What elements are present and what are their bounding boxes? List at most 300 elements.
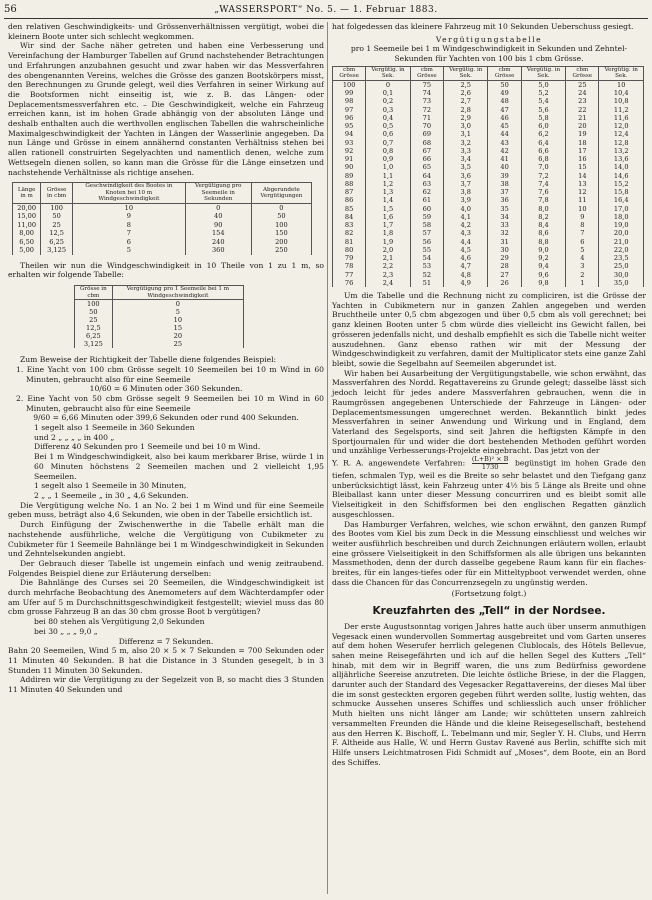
cell: 22,0	[599, 246, 644, 254]
cell: 2,9	[443, 114, 487, 122]
cell: 17,0	[599, 205, 644, 213]
table-row	[333, 139, 644, 147]
cell: 1,2	[366, 180, 410, 188]
col-header: Länge in m	[13, 183, 41, 204]
cell: 79	[333, 254, 366, 262]
cell: 10	[566, 205, 599, 213]
table-row	[333, 180, 644, 188]
cell: 70	[410, 122, 443, 130]
cell: 21	[566, 114, 599, 122]
col-header: cbm Grösse	[566, 66, 599, 80]
cell: 67	[410, 147, 443, 155]
cell: 3,3	[443, 147, 487, 155]
cell: 61	[410, 196, 443, 204]
cell: 6	[566, 238, 599, 246]
cell: 41	[488, 155, 521, 163]
cell: 11,2	[599, 106, 644, 114]
paragraph: Wir haben bei Ausarbeitung der Vergütigungstabelle, wie schon erwähnt, das Massverfahren des Nordd. Regattavereins zu Grunde gelegt; dasselbe lässt sich jedoch leicht für jedes andere Massverfahren gebrauchen, wenn die in Raumgrössen angegebenen Unterschiede der Fahrzeuge in Längen- oder Deplacementsmessungen umgerechnet werden. Bekanntlich binkt jedes Messverfahren in seiner Anwendung und Wirkung und in England, dem Vaterland des Segelsports, sind seit Jahren die heftigsten Kämpfe in den Sportjournalen für und wider die dort bestehenden Methoden geführt worden und unzählige Verbesserungs-Projekte eingebracht. Das jetzt von der	[332, 368, 646, 456]
cell: 50	[251, 212, 311, 221]
cell: 55	[410, 246, 443, 254]
cell: 90	[333, 163, 366, 171]
cell: 1,9	[366, 238, 410, 246]
cell: 14,0	[599, 163, 644, 171]
cell: 0,3	[366, 106, 410, 114]
cell: 18	[566, 139, 599, 147]
cell: 21,0	[599, 238, 644, 246]
cell: 37	[488, 188, 521, 196]
cell: 49	[488, 89, 521, 97]
cell: 74	[410, 89, 443, 97]
cell: 15,2	[599, 180, 644, 188]
cell: 40	[488, 163, 521, 171]
table-row	[333, 213, 644, 221]
cell: 8	[566, 221, 599, 229]
table-row	[13, 246, 312, 255]
cell: 10,4	[599, 89, 644, 97]
cell: 84	[333, 213, 366, 221]
paragraph: Bahn 20 Seemeilen, Wind 5 m, also 20 × 5 × 7 Sekunden = 700 Sekunden oder 11 Minuten 40 Sekunden. B hat die Distance in 3 Stunden gesegelt, b in 3 Stunden 11 Minuten 30 Sekunden.	[8, 646, 324, 675]
continuation-note: (Fortsetzung folgt.)	[451, 589, 527, 599]
cell: 99	[333, 89, 366, 97]
cell: 14	[566, 172, 599, 180]
cell: 5,2	[521, 89, 565, 97]
cell: 26	[488, 279, 521, 287]
cell: 4,2	[443, 221, 487, 229]
page-number: 56	[4, 4, 17, 15]
cell: 200	[251, 238, 311, 247]
cell: 8,6	[521, 229, 565, 237]
cell: 71	[410, 114, 443, 122]
example-text: 1. Eine Yacht von 100 cbm Grösse segelt 10 Seemeilen bei 10 m Wind in 60 Minuten, gebraucht also für eine Seemeile	[16, 364, 324, 384]
cell: 95	[333, 122, 366, 130]
cell: 30,0	[599, 271, 644, 279]
example-text: 1 segelt also 1 Seemeile in 30 Minuten,	[34, 481, 187, 491]
cell: 20	[566, 122, 599, 130]
cell: 96	[333, 114, 366, 122]
paragraph	[332, 456, 646, 520]
article-headline: Kreuzfahrten des „Tell“ in der Nordsee.	[372, 605, 606, 618]
allowance-table-body	[333, 80, 644, 287]
cell: 68	[410, 139, 443, 147]
cell: 0	[366, 80, 410, 89]
cell: 8,0	[521, 205, 565, 213]
cell: 20,00	[13, 203, 41, 212]
running-title: „WASSERSPORT“ No. 5. — 1. Februar 1883.	[214, 5, 438, 15]
cell: 10	[72, 203, 185, 212]
cell: 6,25	[75, 332, 113, 340]
example-formula: 10/60 = 6 Minuten oder 360 Sekunden.	[89, 384, 243, 394]
wind-table	[74, 285, 244, 348]
table-row	[13, 221, 312, 230]
cell: 20,0	[599, 229, 644, 237]
cell: 7,0	[521, 163, 565, 171]
table-row	[333, 97, 644, 105]
right-column	[332, 22, 646, 767]
cell: 4,8	[443, 271, 487, 279]
paragraph: den relativen Geschwindigkeits- und Grössenverhältnissen vergütigt, wobei die kleinern Boote unter sich schlecht wegkommen.	[8, 22, 324, 41]
cell: 85	[333, 205, 366, 213]
cell: 7,8	[521, 196, 565, 204]
cell: 31	[488, 238, 521, 246]
cell: 10	[112, 316, 243, 324]
example-text: bei 30 „ „ „ 9,0 „	[34, 626, 98, 636]
cell: 360	[185, 246, 251, 255]
paragraph: Durch Einfügung der Zwischenwerthe in die Tabelle erhält man die nachstehende ausführliche, welche die Vergütigung von Cubikmeter zu Cubikmeter für 1 Seemeile Bahnlänge bei 1 m Windgeschwindigkeit in Sekunden und Zehntelsekunden angiebt.	[8, 520, 324, 559]
cell: 5	[566, 246, 599, 254]
cell: 2,7	[443, 97, 487, 105]
cell: 3,1	[443, 130, 487, 138]
formula-denominator: 1730	[481, 463, 499, 472]
cell: 60	[410, 205, 443, 213]
table-header-row	[13, 183, 312, 204]
cell: 32	[488, 229, 521, 237]
cell: 5	[72, 246, 185, 255]
cell: 0,9	[366, 155, 410, 163]
cell: 4,4	[443, 238, 487, 246]
cell: 5,4	[521, 97, 565, 105]
table-row	[333, 188, 644, 196]
table-row	[333, 279, 644, 287]
table-row	[333, 254, 644, 262]
cell: 7,4	[521, 180, 565, 188]
cell: 20	[112, 332, 243, 340]
cell: 6,2	[521, 130, 565, 138]
cell: 7	[566, 229, 599, 237]
cell: 4	[566, 254, 599, 262]
cell: 80	[333, 246, 366, 254]
cell: 47	[488, 106, 521, 114]
cell: 58	[410, 221, 443, 229]
cell: 3,9	[443, 196, 487, 204]
cell: 16,4	[599, 196, 644, 204]
cell: 25	[112, 340, 243, 348]
cell: 9	[72, 212, 185, 221]
cell: 88	[333, 180, 366, 188]
example-formula: 9/60 = 6,66 Minuten oder 399,6 Sekunden oder rund 400 Sekunden.	[33, 413, 299, 423]
column-divider	[327, 22, 328, 894]
col-header: cbm Grösse	[333, 66, 366, 80]
cell: 81	[333, 238, 366, 246]
cell: 10,8	[599, 97, 644, 105]
cell: 51	[410, 279, 443, 287]
table-row	[333, 229, 644, 237]
formula-lead: Y. R. A. angewendete Verfahren:	[332, 458, 466, 468]
table-title: Vergütigungstabelle	[435, 34, 543, 44]
cell: 12,5	[75, 324, 113, 332]
cell: 100	[251, 221, 311, 230]
paragraph: Addiren wir die Vergütigung zu der Segelzeit von B, so macht dies 3 Stunden 11 Minuten 40 Sekunden und	[8, 675, 324, 695]
cell: 2,4	[366, 279, 410, 287]
cell: 29	[488, 254, 521, 262]
cell: 13	[566, 180, 599, 188]
cell: 50	[41, 212, 73, 221]
cell: 7,6	[521, 188, 565, 196]
cell: 0,8	[366, 147, 410, 155]
cell: 12	[566, 188, 599, 196]
cell: 90	[185, 221, 251, 230]
cell: 6	[72, 238, 185, 247]
table-row	[333, 80, 644, 89]
cell: 44	[488, 130, 521, 138]
cell: 35	[488, 205, 521, 213]
table-row	[333, 271, 644, 279]
cell: 23,5	[599, 254, 644, 262]
cell: 52	[410, 271, 443, 279]
cell: 75	[410, 80, 443, 89]
cell: 14,6	[599, 172, 644, 180]
cell: 6,25	[41, 238, 73, 247]
example-text: Differenz = 7 Sekunden.	[118, 636, 214, 646]
table-row	[333, 205, 644, 213]
cell: 38	[488, 180, 521, 188]
cell: 93	[333, 139, 366, 147]
cell: 12,5	[41, 229, 73, 238]
cell: 2,2	[366, 262, 410, 270]
cell: 4,1	[443, 213, 487, 221]
col-header: cbm Grösse	[410, 66, 443, 80]
cell: 46	[488, 114, 521, 122]
cell: 0,5	[366, 122, 410, 130]
cell: 3,0	[443, 122, 487, 130]
formula-numerator: (L+B)² × B	[471, 455, 509, 464]
cell: 4,3	[443, 229, 487, 237]
cell: 2,1	[366, 254, 410, 262]
cell: 13,6	[599, 155, 644, 163]
paragraph: Zum Beweise der Richtigkeit der Tabelle diene folgendes Beispiel:	[20, 355, 277, 365]
example-text: 2 „ „ 1 Seemeile „ in 30 „ 4,6 Sekunden.	[34, 491, 189, 500]
table-row	[13, 212, 312, 221]
cell: 25	[75, 316, 113, 324]
cell: 3,5	[443, 163, 487, 171]
cell: 1,4	[366, 196, 410, 204]
cell: 53	[410, 262, 443, 270]
cell: 27	[488, 271, 521, 279]
table-row	[13, 238, 312, 247]
page-header	[4, 3, 648, 17]
cell: 73	[410, 97, 443, 105]
col-header: Grösse in cbm	[41, 183, 73, 204]
cell: 5,0	[521, 80, 565, 89]
cell: 100	[75, 300, 113, 309]
cell: 64	[410, 172, 443, 180]
table-row	[75, 340, 244, 348]
cell: 94	[333, 130, 366, 138]
paragraph: Der Gebrauch dieser Tabelle ist ungemein einfach und wenig zeitraubend. Folgendes Beispiel diene zur Erläuterung derselben:	[8, 558, 324, 578]
table-row	[333, 246, 644, 254]
cell: 3,4	[443, 155, 487, 163]
table-row	[13, 203, 312, 212]
cell: 12,8	[599, 139, 644, 147]
cell: 3,8	[443, 188, 487, 196]
cell: 12,0	[599, 122, 644, 130]
cell: 2	[566, 271, 599, 279]
cell: 0	[112, 300, 243, 309]
table-row	[75, 332, 244, 340]
cell: 45	[488, 122, 521, 130]
cell: 56	[410, 238, 443, 246]
cell: 17	[566, 147, 599, 155]
table-header-row	[75, 286, 244, 300]
cell: 18,0	[599, 213, 644, 221]
cell: 2,5	[443, 80, 487, 89]
cell: 9,8	[521, 279, 565, 287]
cell: 15,8	[599, 188, 644, 196]
cell: 9,4	[521, 262, 565, 270]
cell: 9	[566, 213, 599, 221]
cell: 4,9	[443, 279, 487, 287]
cell: 15	[566, 163, 599, 171]
cell: 7	[72, 229, 185, 238]
table-row	[333, 155, 644, 163]
cell: 100	[333, 80, 366, 89]
cell: 19,0	[599, 221, 644, 229]
table-row	[75, 324, 244, 332]
col-header: Vergütig. in Sek.	[443, 66, 487, 80]
cell: 150	[251, 229, 311, 238]
cell: 0,7	[366, 139, 410, 147]
cell: 3,7	[443, 180, 487, 188]
cell: 0	[251, 203, 311, 212]
cell: 62	[410, 188, 443, 196]
cell: 8,8	[521, 238, 565, 246]
cell: 42	[488, 147, 521, 155]
paragraph: Der erste Augustsonntag vorigen Jahres hatte auch über unserm anmuthigen Vegesack einen wundervollen Sommertag ausgebreitet und vom Garten unseres auf dem hohen Weserufer herrlich gelegenen Clublocals, des Hôtels Bellevue, sahen meine Reisegefährten und ich auf die hellen Segel des Kutters „Tell“ hinab, mit dem wir in Begriff waren, die uns zum Bedürfniss gewordene alljährliche Seereise anzutreten. Die leichte östliche Briese, in der die Flaggen, darunter auch der Standard des Vegesacker Regattavereins, der dieses Mal über die im sonst gesteckten ergoren gegeben führt werden sollte, lustig wehten, das schmucke Aussehen unseres Schiffes und schliesslich auch unser fröhlicher Muth hielten uns nicht länger am Lande; wir schütteten unsern zahlreich versammelten Freunden die Hände und die kleine Reisegesellschaft, bestehend aus den Herren K. Bischoff, L. Tebelmann und mir, Segler Y. H. Clubs, und Herrn F. Altheide aus Halle, W. und Herrn Gustav Ravené aus Berlin, schiffte sich mit Hilfe unsers Leichtmatrosen Fidi Schmidt auf „Moses“, dem Boote, ein an Bord des Schiffes.	[332, 621, 646, 767]
cell: 1	[566, 279, 599, 287]
cell: 40	[185, 212, 251, 221]
example-text: 2. Eine Yacht von 50 cbm Grösse segelt 9 Seemeilen bei 10 m Wind in 60 Minuten, gebraucht also für eine Seemeile	[16, 393, 324, 413]
cell: 4,0	[443, 205, 487, 213]
table-row	[333, 89, 644, 97]
cell: 5,8	[521, 114, 565, 122]
cell: 0,6	[366, 130, 410, 138]
cell: 25	[41, 221, 73, 230]
cell: 83	[333, 221, 366, 229]
paragraph: Das Hamburger Verfahren, welches, wie schon erwähnt, den ganzen Rumpf des Bootes vom Kiel bis zum Deck in die Messung einschliesst und welches wir weiter ausführlich beschreiben und durch Zeichnungen erläutern wollen, erlaubt eine grössere Vielseitigkeit in den Schiffsformen als alle übrigen uns bekannten Massmethoden, denn der durch dasselbe gegebene Raum kann für ein flaches-breites, für ein langes-tiefes oder für ein Mitteltypboot verwendet werden, ohne dass die Chancen für das Concurrenzsegeln zu ungünstig werden.	[332, 519, 646, 587]
cell: 1,1	[366, 172, 410, 180]
cell: 100	[41, 203, 73, 212]
cell: 8,00	[13, 229, 41, 238]
cell: 8	[72, 221, 185, 230]
cell: 89	[333, 172, 366, 180]
cell: 54	[410, 254, 443, 262]
cell: 3,125	[41, 246, 73, 255]
paragraph: hat folgedessen das kleinere Fahrzeug mit 10 Sekunden Ueberschuss gesiegt.	[332, 22, 634, 31]
cell: 7,2	[521, 172, 565, 180]
col-header: Vergütig. in Sek.	[521, 66, 565, 80]
paragraph: Theilen wir nun die Windgeschwindigkeit in 10 Theile von 1 zu 1 m, so erhalten wir folgende Tabelle:	[8, 260, 324, 280]
cell: 11,00	[13, 221, 41, 230]
col-header: Vergütigung pro 1 Seemeile bei 1 m Windgeschwindigkeit	[112, 286, 243, 300]
cell: 98	[333, 97, 366, 105]
cell: 13,2	[599, 147, 644, 155]
table-row	[75, 300, 244, 309]
cell: 6,6	[521, 147, 565, 155]
cell: 24	[566, 89, 599, 97]
cell: 50	[488, 80, 521, 89]
cell: 48	[488, 97, 521, 105]
speed-table	[12, 182, 312, 255]
cell: 12,4	[599, 130, 644, 138]
cell: 5	[112, 308, 243, 316]
cell: 1,6	[366, 213, 410, 221]
table-row	[333, 196, 644, 204]
cell: 6,50	[13, 238, 41, 247]
paragraph: Die Bahnlänge des Curses sei 20 Seemeilen, die Windgeschwindigkeit ist durch mehrfache Beobachtung des Anemometers auf dem Wächterdampfer oder am Ufer auf 5 m Durchschnittsgeschwindigkeit festgestellt; wieviel muss das 80 cbm grosse Fahrzeug B an das 30 cbm grosse Boot b vergütigen?	[8, 578, 324, 617]
cell: 82	[333, 229, 366, 237]
cell: 1,3	[366, 188, 410, 196]
cell: 0	[185, 203, 251, 212]
cell: 23	[566, 97, 599, 105]
cell: 250	[251, 246, 311, 255]
table-row	[333, 163, 644, 171]
cell: 154	[185, 229, 251, 238]
cell: 1,8	[366, 229, 410, 237]
cell: 72	[410, 106, 443, 114]
cell: 34	[488, 213, 521, 221]
table-caption: pro 1 Seemeile bei 1 m Windgeschwindigkeit in Sekunden und Zehntel-Sekunden für Yachten von 100 bis 1 cbm Grösse.	[350, 44, 628, 64]
cell: 59	[410, 213, 443, 221]
table-header-row	[333, 66, 644, 80]
table-row	[333, 262, 644, 270]
cell: 11,6	[599, 114, 644, 122]
cell: 65	[410, 163, 443, 171]
table-row	[333, 130, 644, 138]
allowance-table	[332, 66, 644, 287]
cell: 6,0	[521, 122, 565, 130]
cell: 9,6	[521, 271, 565, 279]
cell: 1,0	[366, 163, 410, 171]
cell: 43	[488, 139, 521, 147]
table-row	[13, 229, 312, 238]
cell: 91	[333, 155, 366, 163]
cell: 4,7	[443, 262, 487, 270]
cell: 3,2	[443, 139, 487, 147]
col-header: Abgerundete Vergütigungen	[251, 183, 311, 204]
cell: 25,0	[599, 262, 644, 270]
cell: 0,2	[366, 97, 410, 105]
cell: 97	[333, 106, 366, 114]
cell: 22	[566, 106, 599, 114]
cell: 2,6	[443, 89, 487, 97]
cell: 6,4	[521, 139, 565, 147]
table-row	[333, 172, 644, 180]
col-header: Grösse in cbm	[75, 286, 113, 300]
cell: 35,0	[599, 279, 644, 287]
example-text: 1 segelt also 1 Seemeile in 360 Sekunden	[34, 423, 195, 433]
formula-tail: begünstigt im hohen Grade den tiefen, schmalen Typ, weil es die Breite so sehr belastet und den Tiefgang ganz unberücksichtigt lässt, kein Fahrzeug unter 4½ bis 5 Länge als Breite und ohne Bleiballast kann unter dieser Messung concurriren und es bleibt somit alle Vielseitigkeit in den Schiffsformen bei den englischen Regatten gänzlich ausgeschlossen.	[332, 458, 646, 519]
cell: 1,5	[366, 205, 410, 213]
cell: 3	[566, 262, 599, 270]
example-text: Differenz 40 Sekunden pro 1 Seemeile und bei 10 m Wind.	[34, 442, 261, 452]
cell: 4,5	[443, 246, 487, 254]
cell: 4,6	[443, 254, 487, 262]
cell: 69	[410, 130, 443, 138]
cell: 77	[333, 271, 366, 279]
table-row	[333, 221, 644, 229]
cell: 63	[410, 180, 443, 188]
cell: 240	[185, 238, 251, 247]
cell: 92	[333, 147, 366, 155]
col-header: Geschwindigkeit des Bootes in Knoten bei 10 m Windgeschwindigkeit	[72, 183, 185, 204]
cell: 15	[112, 324, 243, 332]
cell: 2,0	[366, 246, 410, 254]
cell: 66	[410, 155, 443, 163]
cell: 16	[566, 155, 599, 163]
cell: 28	[488, 262, 521, 270]
example-text: Bei 1 m Windgeschwindigkeit, also bei kaum merkbarer Brise, würde 1 in 60 Minuten höchstens 2 Seemeilen machen und 2 vielleicht 1,95 Seemeilen.	[34, 452, 324, 481]
cell: 1,7	[366, 221, 410, 229]
cell: 0,1	[366, 89, 410, 97]
